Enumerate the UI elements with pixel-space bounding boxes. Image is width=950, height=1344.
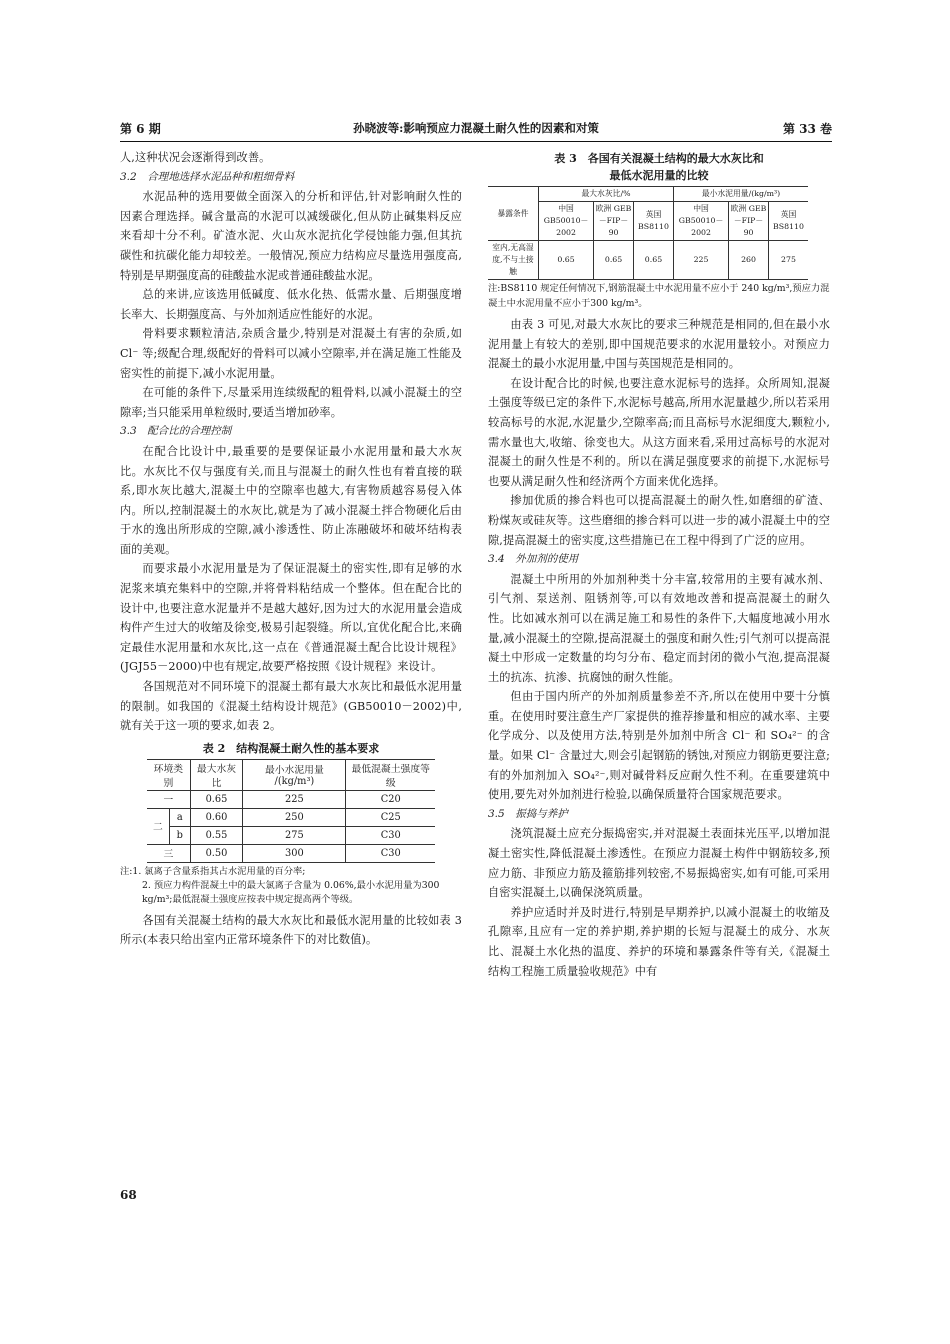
table-header-cell: 最大水灰比/% [539,187,674,202]
paragraph: 在设计配合比的时候,也要注意水泥标号的选择。众所周知,混凝土强度等级已定的条件下,水泥标号越高,所用水泥量越少,所以若采用较高标号的水泥,水泥量少,空隙率高;而且高标号水泥细度大,颗粒小,需水量也大,收缩、徐变也大。从这方面来看,采用过高标号的水泥对混凝土的耐久性是不利的。所以在满足强度要求的前提下,水泥标号也要从满足耐久性和经济两个方面来优化选择。 [488,376,830,488]
running-title: 孙晓波等:影响预应力混凝土耐久性的因素和对策 [353,121,599,135]
section-heading-3-3: 3.3 配合比的合理控制 [120,425,232,438]
section-heading-3-2: 3.2 合理地选择水泥品种和粗细骨料 [120,170,295,183]
table-cell: 225 [243,790,346,808]
paragraph: 掺加优质的掺合料也可以提高混凝土的耐久性,如磨细的矿渣、粉煤灰或硅灰等。这些磨细的掺合料可以进一步的减小混凝土中的空隙,提高混凝土的密实度,这些措施已在工程中得到了广泛的应用。 [488,494,830,547]
caption-line: 最低水泥用量的比较 [609,169,709,182]
table-row [147,808,435,826]
table-cell: C25 [346,808,435,826]
table-header-cell: 英国 BS8110 [768,202,808,241]
table-cell: 三 [147,844,190,862]
table-2-caption: 表 2 结构混凝土耐久性的基本要求 [202,741,380,755]
table-cell: 0.65 [539,241,594,280]
table-header-cell: 最大水灰比 [190,759,243,790]
table-2-notes [120,865,462,907]
paragraph: 人,这种状况会逐渐得到改善。 [120,151,271,164]
table-cell: 275 [768,241,808,280]
table-header-cell: 欧洲 GEB－FIP－90 [594,202,634,241]
table-cell: 0.50 [190,844,243,862]
table-cell: 0.55 [190,826,243,844]
paragraph: 但由于国内所产的外加剂质量参差不齐,所以在使用中要十分慎重。在使用时要注意生产厂家提供的推荐掺量和相应的减水率、主要化学成分、以及使用方法,特别是外加剂中所含 Cl⁻ 和 SO₄²⁻ 的含量。如果 Cl⁻ 含量过大,则会引起钢筋的锈蚀,对预应力钢筋更要注意;有的外加剂加入 SO₄²⁻,则对碱骨料反应耐久性不利。在重要建筑中使用,要先对外加剂进行检验,以确保质量符合国家规范要求。 [488,690,830,802]
table-header-cell: 最小水泥用量 /(kg/m³) [243,759,346,790]
table-cell: 0.65 [634,241,674,280]
header-rule [120,141,832,142]
table-cell: 250 [243,808,346,826]
table-cell: 0.65 [190,790,243,808]
table-row [147,844,435,862]
table-3 [488,186,808,280]
table-header-cell: 最低混凝土强度等级 [346,759,435,790]
table-cell: C20 [346,790,435,808]
table-3-note: 注:BS8110 规定任何情况下,钢筋混凝土中水泥用量不应小于 240 kg/m³,预应力混凝土中水泥用量不应小于300 kg/m³。 [488,283,830,309]
paragraph: 总的来讲,应该选用低碱度、低水化热、低需水量、后期强度增长率大、长期强度高、与外加剂适应性能好的水泥。 [120,288,462,321]
table-header-row [488,187,808,202]
table-cell: b [169,826,190,844]
paragraph: 浇筑混凝土应充分振捣密实,并对混凝土表面抹光压平,以增加混凝土密实性,降低混凝土渗透性。在预应力混凝土构件中钢筋较多,预应力筋、非预应力筋及箍筋排列较密,不易振捣密实,如有可能,可采用自密实混凝土,以确保浇筑质量。 [488,827,830,900]
paragraph: 养护应适时并及时进行,特别是早期养护,以减小混凝土的收缩及孔隙率,且应有一定的养护期,养护期的长短与混凝土的成分、水灰比、混凝土水化热的温度、养护的环境和暴露条件等有关,《混凝土结构工程施工质量验收规范》中有 [488,905,830,978]
table-3-caption [488,150,830,184]
paragraph: 在配合比设计中,最重要的是要保证最小水泥用量和最大水灰比。水灰比不仅与强度有关,而且与混凝土的耐久性也有着直接的联系,即水灰比越大,混凝土中的空隙率也越大,有害物质越容易侵入体内。所以,控制混凝土的水灰比,就是为了减小混凝土拌合物硬化后由于水的逸出所形成的空隙,减小渗透性、防止冻融破坏和破坏结构表面的美观。 [120,444,462,556]
table-2 [147,759,435,863]
paragraph: 水泥品种的选用要做全面深入的分析和评估,针对影响耐久性的因素合理选择。碱含量高的水泥可以减缓碳化,但从防止碱集料反应来看却十分不利。矿渣水泥、火山灰水泥抗化学侵蚀能力强,但其抗碳性和抗碳化能力却较差。一般情况,预应力结构应尽量选用强度高,特别是早期强度高的硅酸盐水泥或普通硅酸盐水泥。 [120,190,462,282]
running-header [120,120,832,138]
table-cell: 260 [729,241,769,280]
paragraph: 在可能的条件下,尽量采用连续级配的粗骨料,以减小混凝土的空隙率;当只能采用单粒级时,要适当增加砂率。 [120,386,462,419]
paragraph: 骨料要求颗粒清洁,杂质含量少,特别是对混凝土有害的杂质,如 Cl⁻ 等;级配合理,级配好的骨料可以减小空隙率,并在满足施工性能及密实性的前提下,减小水泥用量。 [120,327,462,380]
paragraph: 各国有关混凝土结构的最大水灰比和最低水泥用量的比较如表 3 所示(本表只给出室内正常环境条件下的对比数值)。 [120,913,462,947]
table-header-cell: 最小水泥用量/(kg/m³) [673,187,808,202]
table-header-row [147,759,435,790]
table-note: 2. 预应力构件混凝土中的最大氯离子含量为 0.06%,最小水泥用量为300 kg/m³;最低混凝土强度应按表中规定提高两个等级。 [142,879,440,905]
table-cell: C30 [346,826,435,844]
table-cell: 室内,无高湿度,不与土接触 [488,241,539,280]
table-row [147,826,435,844]
table-header-cell: 环境类别 [147,759,190,790]
right-column [488,148,830,981]
table-row [488,241,808,280]
table-cell: 0.60 [190,808,243,826]
section-heading-3-5: 3.5 振捣与养护 [488,807,568,820]
table-cell: 275 [243,826,346,844]
paragraph: 由表 3 可见,对最大水灰比的要求三种规范是相同的,但在最小水泥用量上有较大的差别,即中国规范要求的水泥用量较小。对预应力混凝土的最小水泥用量,中国与英国规范是相同的。 [488,318,830,371]
caption-line: 表 3 各国有关混凝土结构的最大水灰比和 [554,152,764,165]
table-header-cell: 中国 GB50010－2002 [539,202,594,241]
issue-number: 第 6 期 [120,122,161,136]
table-header-cell: 暴露条件 [488,187,539,241]
table-header-cell: 中国 GB50010－2002 [673,202,728,241]
table-header-cell: 英国 BS8110 [634,202,674,241]
page-number: 68 [120,1188,137,1202]
table-cell: 二 [147,808,169,844]
paragraph: 而要求最小水泥用量是为了保证混凝土的密实性,即有足够的水泥浆来填充集料中的空隙,并将骨料粘结成一个整体。但在配合比的设计中,也要注意水泥量并不是越大越好,因为过大的水泥用量会造成构件产生过大的收缩及徐变,极易引起裂缝。所以,宜优化配合比,来确定最佳水泥用量和水灰比,这一点在《普通混凝土配合比设计规程》(JGJ55－2000)中也有规定,故要严格按照《设计规程》来设计。 [120,562,462,674]
section-heading-3-4: 3.4 外加剂的使用 [488,553,579,566]
table-cell: C30 [346,844,435,862]
paragraph: 各国规范对不同环境下的混凝土都有最大水灰比和最低水泥用量的限制。如我国的《混凝土结构设计规范》(GB50010－2002)中,就有关于这一项的要求,如表 2。 [120,680,462,733]
table-cell: 一 [147,790,190,808]
table-header-cell: 欧洲 GEB－FIP－90 [729,202,769,241]
left-column [120,148,462,950]
volume-number: 第 33 卷 [782,122,832,136]
table-cell: a [169,808,190,826]
table-cell: 300 [243,844,346,862]
table-cell: 0.65 [594,241,634,280]
paragraph: 混凝土中所用的外加剂种类十分丰富,较常用的主要有减水剂、引气剂、泵送剂、阻锈剂等,可以有效地改善和提高混凝土的耐久性。比如减水剂可以在满足施工和易性的条件下,大幅度地减小用水量,减小混凝土的空隙,提高混凝土的强度和耐久性;引气剂可以提高混凝土中形成一定数量的均匀分布、稳定而封闭的微小气泡,提高混凝土的抗冻、抗渗、抗腐蚀的耐久性能。 [488,572,830,684]
table-note: 注:1. 氯离子含量系指其占水泥用量的百分率; [120,865,306,877]
table-cell: 225 [673,241,728,280]
table-row [147,790,435,808]
